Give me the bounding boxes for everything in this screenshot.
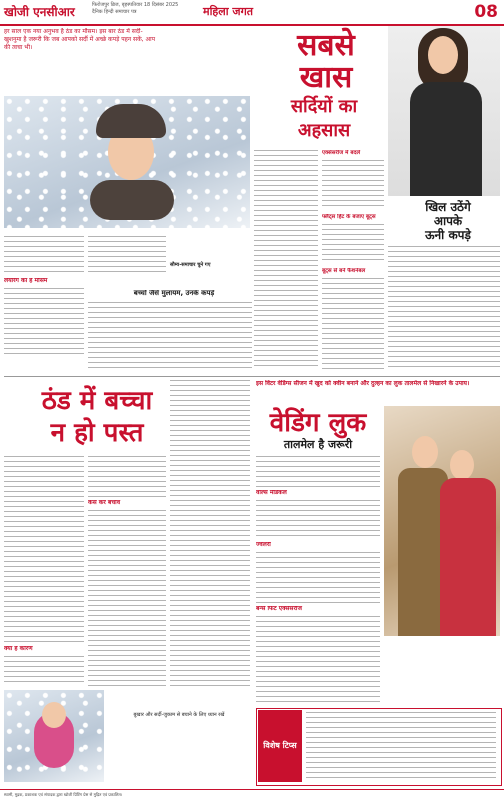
kids-mid-title: बच्चों जैसे मुलायम, उनके कपड़े bbox=[133, 290, 215, 297]
wedding-col-1d bbox=[256, 616, 380, 702]
left-subhead: लेयरिंग का है मौसम bbox=[4, 278, 48, 284]
dateline-text: फिरोजपुर ब्रिज, बृहस्पतिवार 18 दिसंबर 2025 bbox=[92, 2, 179, 8]
groom-face bbox=[412, 436, 438, 468]
tips-text bbox=[306, 712, 496, 780]
model-face bbox=[428, 36, 458, 74]
wedding-col-1c bbox=[256, 552, 380, 604]
story1-col-4b bbox=[322, 224, 384, 264]
page-number: 08 bbox=[474, 2, 498, 22]
wedding-headline: वेडिंग लुक bbox=[269, 408, 367, 438]
story1-col-3 bbox=[254, 150, 318, 370]
sec-head-2: फ्लैट्स हिट के बजाए बूट्स bbox=[322, 214, 376, 220]
story1-col-2 bbox=[88, 236, 166, 276]
dateline bbox=[92, 2, 178, 16]
photo-caption: सौम्य-समाचार चुने गए bbox=[170, 262, 211, 268]
bride-face bbox=[450, 450, 474, 480]
subhead-line3: ऊनी कपड़े bbox=[425, 228, 471, 242]
dateline-sub: दैनिक हिन्दी समाचार पत्र bbox=[92, 9, 137, 15]
headline-line1: सबसे bbox=[297, 28, 355, 63]
subhead-line1: खिल उठेंगे bbox=[425, 200, 471, 214]
tips-heading: विशेष टिप्स bbox=[258, 710, 302, 782]
child-photo bbox=[4, 690, 104, 782]
kids-col-3 bbox=[170, 380, 250, 686]
wedding-subhead: तालमेल है जरूरी bbox=[283, 438, 353, 451]
kids-col-2 bbox=[88, 456, 166, 498]
story1-col-left-2 bbox=[4, 288, 84, 354]
wedding-photo bbox=[384, 406, 500, 636]
kids-col-1 bbox=[4, 456, 84, 646]
sweater bbox=[410, 82, 482, 196]
bride-outfit bbox=[440, 478, 496, 636]
scarf bbox=[90, 180, 174, 220]
kids-body-1 bbox=[88, 302, 252, 370]
story1-col-left bbox=[4, 236, 84, 276]
beanie-hat bbox=[96, 104, 166, 138]
child-caption: बुखार और सर्दी-जुकाम से बचाने के लिए ध्यान रखें bbox=[133, 712, 225, 718]
subhead-line2: आपके bbox=[433, 214, 463, 228]
kids-sec-head-2: क्या है कारण bbox=[4, 646, 33, 652]
page-footer: स्वामी, मुद्रक, प्रकाशक एवं संपादक द्वारा खोजी प्रिंटिंग प्रेस से मुद्रित एवं प्रकाशित। bbox=[0, 789, 504, 800]
kids-col-2b bbox=[88, 510, 166, 686]
wedding-sec-head-2: ज्वेलरी bbox=[256, 542, 271, 548]
story-divider bbox=[4, 376, 500, 377]
wedding-col-1b bbox=[256, 500, 380, 540]
masthead bbox=[0, 0, 504, 26]
wedding-sec-head-3: बर्न्स फिट एक्सेसरीज bbox=[256, 606, 302, 612]
child-face bbox=[42, 702, 66, 728]
headline-line2: खास bbox=[299, 60, 353, 95]
model-photo bbox=[388, 26, 500, 196]
intro-text: हर साल एक नया अनुभव है ठंड का मौसम। इस बार ठंड में सर्दी-खुशनुमा है जरूरी कि जब आपको सर्दी में अच्छे कपड़े पहन सकें, आप की त्वचा भी। bbox=[4, 28, 156, 51]
wedding-col-1 bbox=[256, 456, 380, 488]
story1-col-4c bbox=[322, 278, 384, 370]
sec-head-1: एक्सेसरीज में बदलें bbox=[322, 150, 361, 156]
sec-head-3: बूट्स से बने फैशनेबल bbox=[322, 268, 366, 274]
kids-sec-head-1: कैसे करें बचाव bbox=[88, 500, 121, 506]
story1-col-5 bbox=[388, 246, 500, 370]
headline-line3: सर्दियों का bbox=[290, 96, 358, 117]
headline-line4: अहसास bbox=[297, 120, 351, 141]
wedding-intro: इस विंटर वेडिंग्स सीजन में खुद को क्वीन बनाने और दुल्हन का लुक तालमेल से निखारने के उपाय। bbox=[256, 380, 470, 387]
kids-headline-2: न हो पस्त bbox=[50, 418, 144, 448]
story1-col-4 bbox=[322, 160, 384, 210]
kids-headline-1: ठंड में बच्चा bbox=[41, 386, 153, 416]
wedding-sec-head-1: वाल्स मेडिकल bbox=[256, 490, 287, 496]
winter-girl-photo bbox=[4, 96, 250, 228]
section-title: महिला जगत bbox=[203, 5, 254, 18]
brand-name: खोजी एनसीआर bbox=[4, 5, 75, 19]
kids-col-1b bbox=[4, 656, 84, 686]
